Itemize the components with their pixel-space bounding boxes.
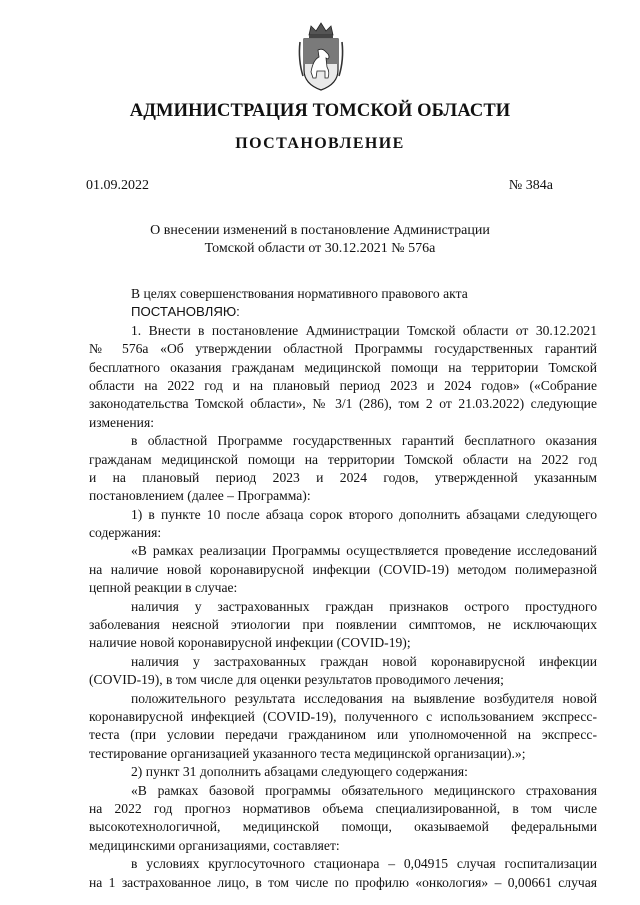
document-date: 01.09.2022 bbox=[86, 178, 149, 193]
body-line: теста (при условии передачи гражданином или уполномоченной на экспресс- bbox=[89, 727, 597, 743]
body-line: изменения: bbox=[89, 414, 154, 430]
body-line: области на 2022 год и на плановый период 2023 и 2024 годов» («Собрание bbox=[89, 377, 597, 393]
body-line: 2) пункт 31 дополнить абзацами следующего содержания: bbox=[131, 764, 468, 780]
body-line: 1. Внести в постановление Администрации Томской области от 30.12.2021 bbox=[131, 322, 597, 338]
body-line: бесплатного оказания гражданам медицинской помощи на территории Томской bbox=[89, 359, 597, 375]
body-line: заболевания неясной этиологии при появлении симптомов, не исключающих bbox=[89, 617, 597, 633]
body-line: гражданам медицинской помощи на территории Томской области на 2022 год bbox=[89, 451, 597, 467]
body-line: тестирование организацией указанного теста медицинской организации).»; bbox=[89, 745, 526, 761]
document-body bbox=[89, 285, 597, 892]
document-number: № 384а bbox=[508, 178, 553, 193]
body-line: в условиях круглосуточного стационара – 0,04915 случая госпитализации bbox=[131, 856, 597, 872]
body-line: «В рамках базовой программы обязательного медицинского страхования bbox=[131, 782, 597, 798]
document-subject bbox=[0, 222, 640, 258]
body-line: (COVID-19), в том числе для оценки результатов проводимого лечения; bbox=[89, 672, 504, 688]
subject-line: О внесении изменений в постановление Администрации bbox=[150, 223, 490, 238]
body-line: на наличие новой коронавирусной инфекции (COVID-19) методом полимеразной bbox=[89, 561, 597, 577]
body-line: содержания: bbox=[89, 525, 162, 541]
body-line: высокотехнологичной, медицинской помощи, оказываемой федеральными bbox=[89, 819, 597, 835]
subject-line: Томской области от 30.12.2021 № 576а bbox=[204, 241, 436, 256]
body-line: наличия у застрахованных граждан новой коронавирусной инфекции bbox=[131, 653, 597, 669]
body-line-decree: ПОСТАНОВЛЯЮ: bbox=[131, 304, 240, 320]
body-line: № 576а «Об утверждении областной Программы государственных гарантий bbox=[89, 341, 597, 357]
body-line: медицинскими организациями, составляет: bbox=[89, 837, 340, 853]
body-line: положительного результата исследования на выявление возбудителя новой bbox=[131, 690, 597, 706]
tomsk-region-coat-of-arms-icon bbox=[297, 20, 345, 92]
body-line: в областной Программе государственных гарантий бесплатного оказания bbox=[131, 433, 597, 449]
body-line: 1) в пункте 10 после абзаца сорок второго дополнить абзацами следующего bbox=[131, 506, 597, 522]
body-line: законодательства Томской области», № 3/1 (286), том 2 от 21.03.2022) следующие bbox=[89, 396, 597, 412]
body-line: цепной реакции в случае: bbox=[89, 580, 238, 596]
organization-title: АДМИНИСТРАЦИЯ ТОМСКОЙ ОБЛАСТИ bbox=[129, 101, 511, 121]
body-line: В целях совершенствования нормативного правового акта bbox=[131, 286, 468, 301]
body-line: на 1 застрахованное лицо, в том числе по профилю «онкология» – 0,00661 случая bbox=[89, 874, 597, 890]
body-line: и на плановый период 2023 и 2024 годов, утвержденной указанным bbox=[89, 469, 597, 485]
body-line: коронавирусной инфекцией (COVID-19), полученного с использованием экспресс- bbox=[89, 708, 597, 724]
document-type: ПОСТАНОВЛЕНИЕ bbox=[235, 135, 405, 152]
body-line: наличие новой коронавирусной инфекции (COVID-19); bbox=[89, 635, 411, 651]
body-line: наличия у застрахованных граждан признаков острого простудного bbox=[131, 598, 597, 614]
body-line: постановлением (далее – Программа): bbox=[89, 488, 311, 504]
body-line: на 2022 год прогноз нормативов объема специализированной, в том числе bbox=[89, 800, 597, 816]
body-line: «В рамках реализации Программы осуществляется проведение исследований bbox=[131, 543, 597, 559]
